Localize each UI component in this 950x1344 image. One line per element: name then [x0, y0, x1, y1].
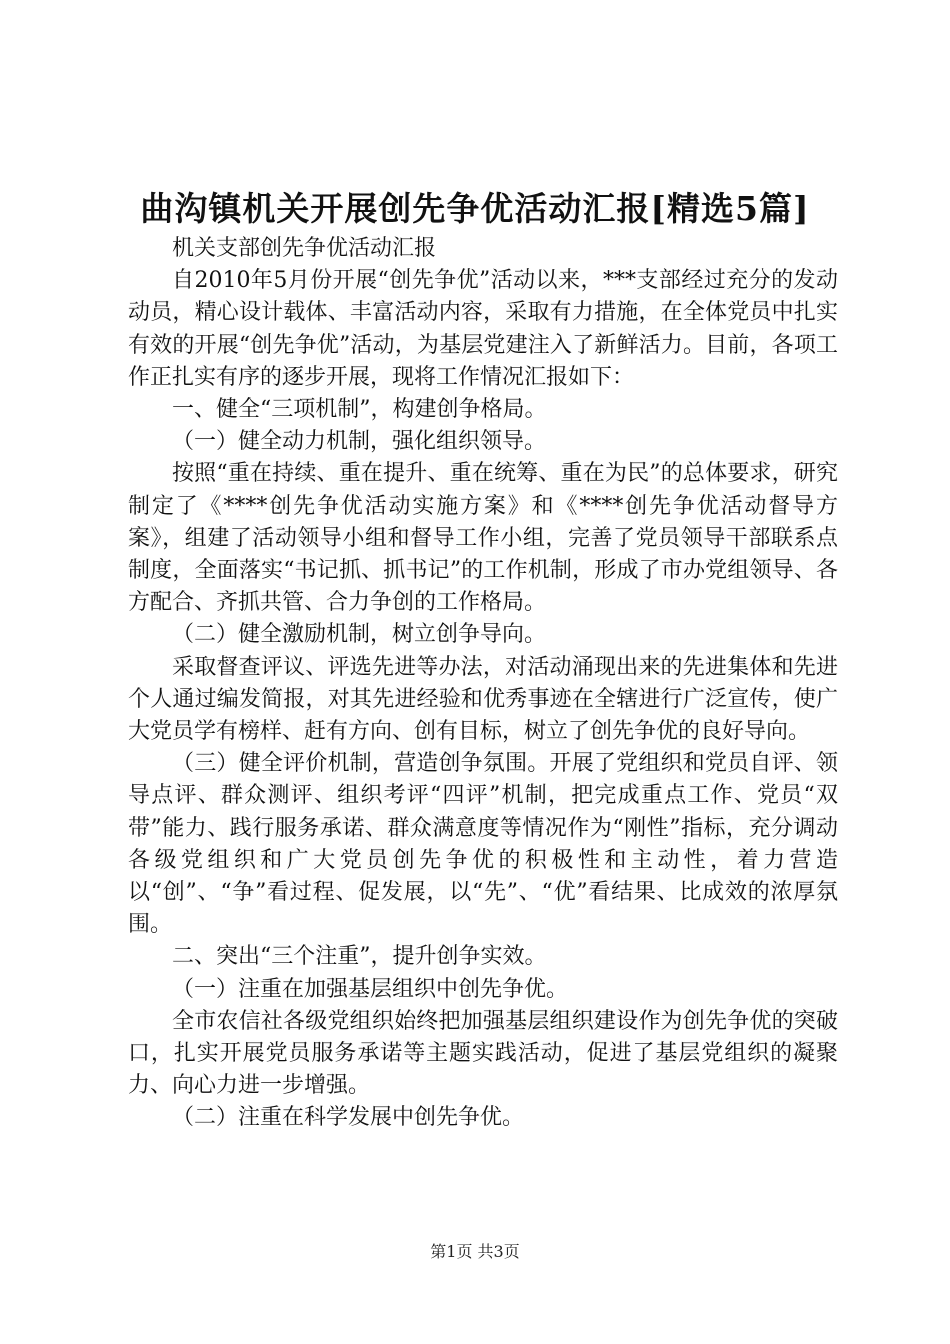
paragraph-subtitle: 机关支部创先争优活动汇报	[172, 236, 437, 261]
paragraph: 全市农信社各级党组织始终把加强基层组织建设作为创先争优的突破口，扎实开展党员服务承诺等主题实践活动，促进了基层党组织的凝聚力、向心力进一步增强。	[128, 1008, 838, 1099]
subsection-heading: （二）注重在科学发展中创先争优。	[172, 1105, 525, 1131]
section-heading: 一、健全“三项机制”，构建创争格局。	[172, 397, 547, 423]
subsection-heading: （一）健全动力机制，强化组织领导。	[172, 429, 547, 455]
paragraph: 自2010年5月份开展“创先争优”活动以来，***支部经过充分的发动动员，精心设计载体、丰富活动内容，采取有力措施，在全体党员中扎实有效的开展“创先争优”活动，为基层党建注入了新鲜活力。目前，各项工作正扎实有序的逐步开展，现将工作情况汇报如下：	[128, 268, 838, 390]
subsection-heading: （二）健全激励机制，树立创争导向。	[172, 622, 547, 648]
subsection-heading: （一）注重在加强基层组织中创先争优。	[172, 976, 569, 1002]
section-heading: 二、突出“三个注重”，提升创争实效。	[172, 944, 547, 970]
paragraph: 按照“重在持续、重在提升、重在统筹、重在为民”的总体要求，研究制定了《****创先争优活动实施方案》和《****创先争优活动督导方案》，组建了活动领导小组和督导工作小组，完善了党员领导干部联系点制度，全面落实“书记抓、抓书记”的工作机制，形成了市办党组领导、各方配合、齐抓共管、合力争创的工作格局。	[128, 461, 838, 616]
paragraph: 采取督查评议、评选先进等办法，对活动涌现出来的先进集体和先进个人通过编发简报，对其先进经验和优秀事迹在全辖进行广泛宣传，使广大党员学有榜样、赶有方向、创有目标，树立了创先争优的良好导向。	[128, 654, 838, 745]
document-body	[128, 233, 838, 1135]
paragraph: （三）健全评价机制，营造创争氛围。开展了党组织和党员自评、领导点评、群众测评、组织考评“四评”机制，把完成重点工作、党员“双带”能力、践行服务承诺、群众满意度等情况作为“刚性”指标，充分调动各级党组织和广大党员创先争优的积极性和主动性，着力营造以“创”、“争”看过程、促发展，以“先”、“优”看结果、比成效的浓厚氛围。	[128, 751, 838, 938]
document-title: 曲沟镇机关开展创先争优活动汇报[精选5篇]	[140, 189, 810, 228]
page-footer: 第1页 共3页	[430, 1242, 520, 1261]
